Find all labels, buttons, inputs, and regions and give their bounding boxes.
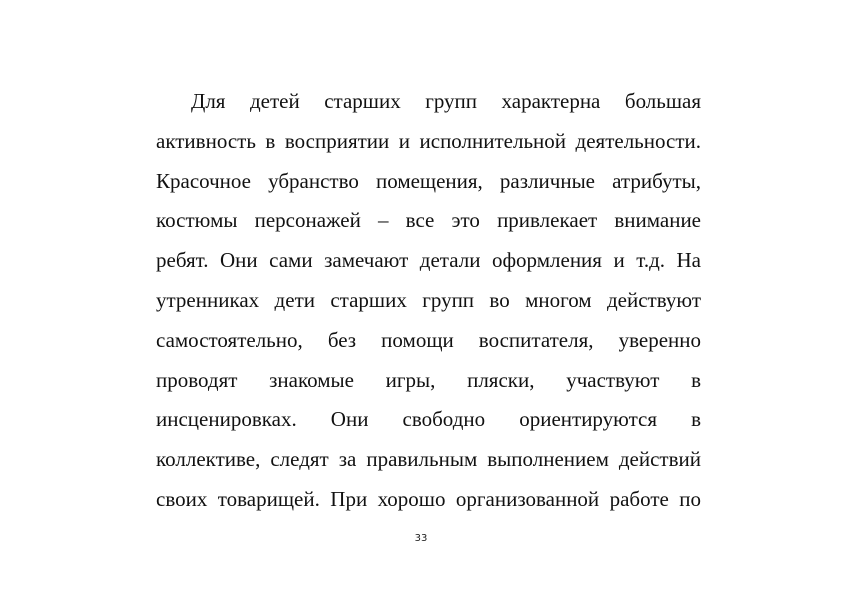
text-line-3: Красочное убранство помещения, различные атрибуты, bbox=[156, 168, 701, 193]
text-line-8: проводят знакомые игры, пляски, участвуют в bbox=[156, 367, 701, 392]
text-line-10: коллективе, следят за правильным выполнением действий bbox=[156, 447, 701, 472]
text-line-9: инсценировках. Они свободно ориентируются в bbox=[156, 407, 701, 432]
text-line-4: костюмы персонажей – все это привлекает внимание bbox=[156, 208, 701, 233]
text-line-5: ребят. Они сами замечают детали оформления и т.д. На bbox=[156, 248, 701, 273]
text-line-1: Для детей старших групп характерна большая bbox=[191, 89, 701, 113]
text-line-6: утренниках дети старших групп во многом действуют bbox=[156, 287, 701, 312]
page-number: 33 bbox=[414, 533, 428, 544]
text-line-11: своих товарищей. При хорошо организованной работе по bbox=[156, 486, 701, 511]
text-line-7: самостоятельно, без помощи воспитателя, уверенно bbox=[156, 327, 701, 352]
body-paragraph bbox=[156, 86, 701, 524]
text-line-2: активность в восприятии и исполнительной деятельности. bbox=[156, 128, 701, 153]
